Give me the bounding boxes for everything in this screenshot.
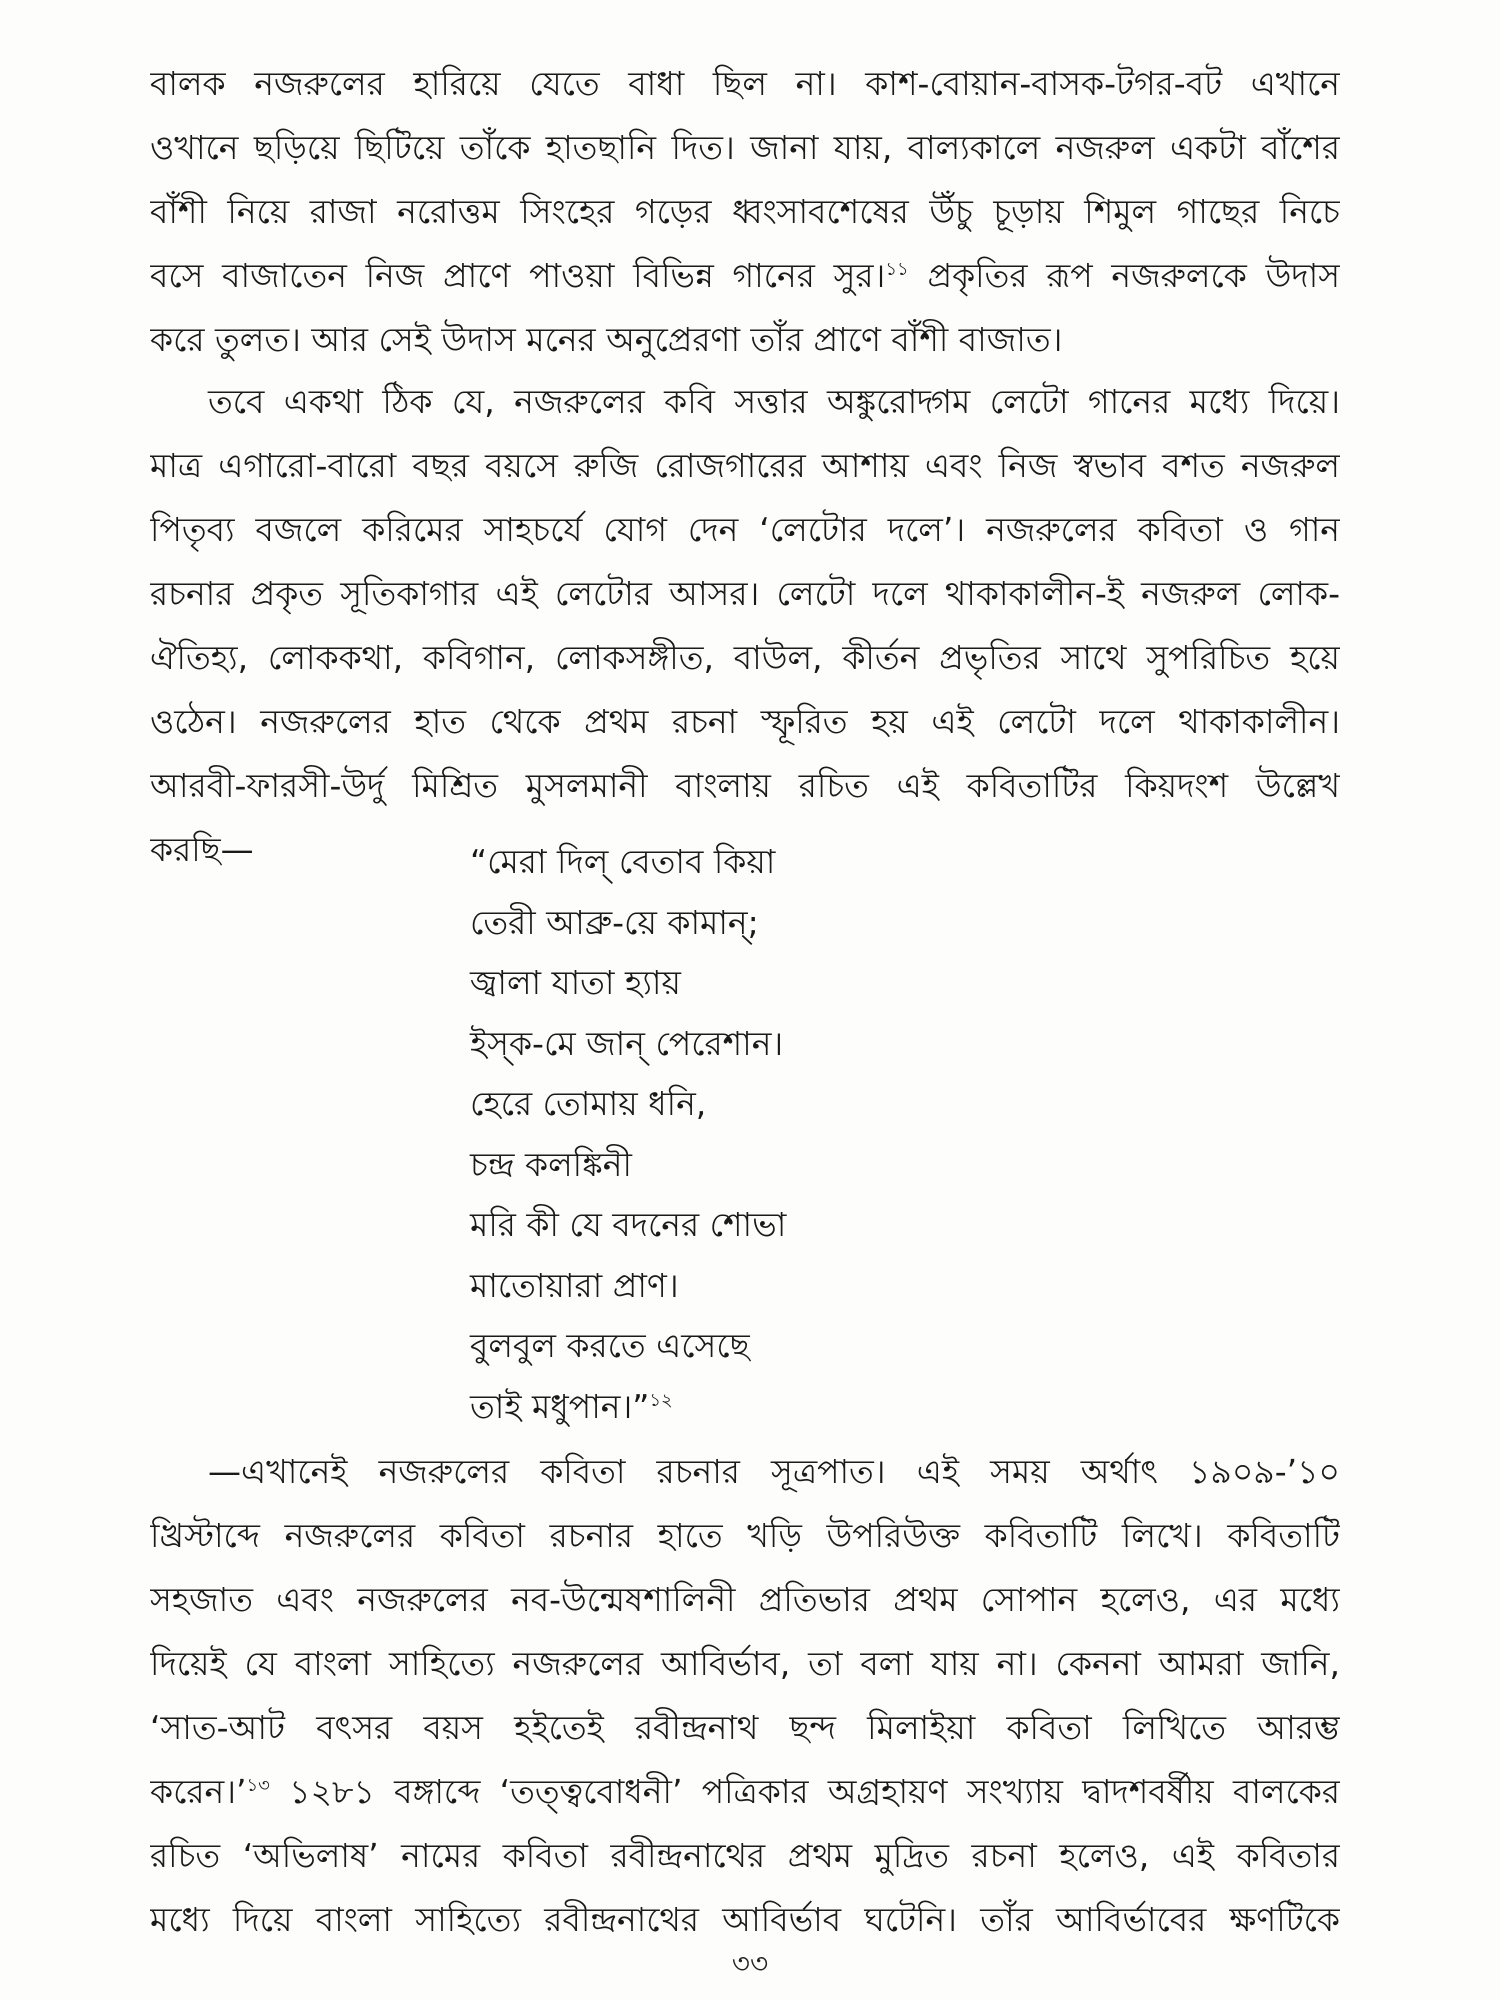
poem-block [470,832,786,1437]
paragraph-line: করে তুলত। আর সেই উদাস মনের অনুপ্রেরণা তাঁর প্রাণে বাঁশী বাজাত। [150,320,1063,359]
paragraph-line: ‘সাত-আট বৎসর বয়স হইতেই রবীন্দ্রনাথ ছন্দ মিলাইয়া কবিতা লিখিতে আরম্ভ [150,1708,1340,1747]
paragraph-line: দিয়েই যে বাংলা সাহিত্যে নজরুলের আবির্ভাব, তা বলা যায় না। কেননা আমরা জানি, [150,1644,1340,1683]
paragraph-line-with-footnote [150,1760,1340,1824]
poem-line: ইস্‌ক-মে জান্ পেরেশান। [470,1023,784,1063]
line-text: তাই মধুপান।” [470,1386,650,1426]
line-text: বসে বাজাতেন নিজ প্রাণে পাওয়া বিভিন্ন গানের সুর। [150,256,886,295]
paragraph-line: করছি— [150,830,254,869]
paragraph-line: ওঠেন। নজরুলের হাত থেকে প্রথম রচনা স্ফূরিত হয় এই লেটো দলে থাকাকালীন। [150,702,1340,741]
paragraph-line: সহজাত এবং নজরুলের নব-উন্মেষশালিনী প্রতিভার প্রথম সোপান হলেও, এর মধ্যে [150,1580,1340,1619]
poem-line: তেরী আব্রু-য়ে কামান্; [470,902,759,942]
paragraph-line: রচনার প্রকৃত সূতিকাগার এই লেটোর আসর। লেটো দলে থাকাকালীন-ই নজরুল লোক- [150,574,1340,613]
poem-line: চন্দ্র কলঙ্কিনী [470,1144,632,1184]
poem-line: “মেরা দিল্ বেতাব কিয়া [470,842,776,881]
line-text: করেন।’ [150,1772,247,1811]
paragraph-line: বালক নজরুলের হারিয়ে যেতে বাধা ছিল না। কাশ-বোয়ান-বাসক-টগর-বট এখানে [150,64,1340,103]
poem-line: বুলবুল করতে এসেছে [470,1326,750,1365]
paragraph-line: ওখানে ছড়িয়ে ছিটিয়ে তাঁকে হাতছানি দিত। জানা যায়, বাল্যকালে নজরুল একটা বাঁশের [150,128,1340,167]
poem-line: মরি কী যে বদনের শোভা [470,1205,787,1244]
footnote-mark: ১২ [649,1389,673,1411]
paragraph-line: —এখানেই নজরুলের কবিতা রচনার সূত্রপাত। এই সময় অর্থাৎ ১৯০৯-’১০ [208,1452,1340,1491]
poem-line: মাতোয়ারা প্রাণ। [470,1265,679,1305]
poem-line: জ্বালা যাতা হ্যায় [470,963,681,1002]
footnote-mark: ১১ [885,259,909,280]
paragraph-line: ঐতিহ্য, লোককথা, কবিগান, লোকসঙ্গীত, বাউল, কীর্তন প্রভৃতির সাথে সুপরিচিত হয়ে [150,638,1340,677]
paragraph-line-with-footnote [150,244,1340,308]
page-number: ৩৩ [731,1947,769,1980]
paragraph-line: পিতৃব্য বজলে করিমের সাহচর্যে যোগ দেন ‘লেটোর দলে’। নজরুলের কবিতা ও গান [150,510,1340,549]
paragraph-line: আরবী-ফারসী-উর্দু মিশ্রিত মুসলমানী বাংলায় রচিত এই কবিতাটির কিয়দংশ উল্লেখ [150,766,1340,805]
paragraph-line: মাত্র এগারো-বারো বছর বয়সে রুজি রোজগারের আশায় এবং নিজ স্বভাব বশত নজরুল [150,446,1340,485]
paragraph-line: রচিত ‘অভিলাষ’ নামের কবিতা রবীন্দ্রনাথের প্রথম মুদ্রিত রচনা হলেও, এই কবিতার [150,1836,1340,1875]
paragraph-line: খ্রিস্টাব্দে নজরুলের কবিতা রচনার হাতে খড়ি উপরিউক্ত কবিতাটি লিখে। কবিতাটি [150,1516,1340,1555]
line-text: প্রকৃতির রূপ নজরুলকে উদাস [927,256,1340,295]
poem-line: হেরে তোমায় ধনি, [470,1084,707,1123]
paragraph-1 [150,52,1340,372]
footnote-mark: ১৩ [246,1775,270,1796]
paragraph-line: মধ্যে দিয়ে বাংলা সাহিত্যে রবীন্দ্রনাথের আবির্ভাব ঘটেনি। তাঁর আবির্ভাবের ক্ষণটিকে [150,1900,1340,1939]
paragraph-line: বাঁশী নিয়ে রাজা নরোত্তম সিংহের গড়ের ধ্বংসাবশেষের উঁচু চূড়ায় শিমুল গাছের নিচে [150,192,1340,231]
paragraph-3 [150,1440,1340,1952]
poem-line-with-footnote [470,1377,786,1438]
paragraph-line: তবে একথা ঠিক যে, নজরুলের কবি সত্তার অঙ্কুরোদ্গম লেটো গানের মধ্যে দিয়ে। [208,382,1340,421]
paragraph-2 [150,370,1340,882]
line-text: ১২৮১ বঙ্গাব্দে ‘তত্ত্ববোধনী’ পত্রিকার অগ্রহায়ণ সংখ্যায় দ্বাদশবর্ষীয় বালকের [289,1772,1340,1811]
